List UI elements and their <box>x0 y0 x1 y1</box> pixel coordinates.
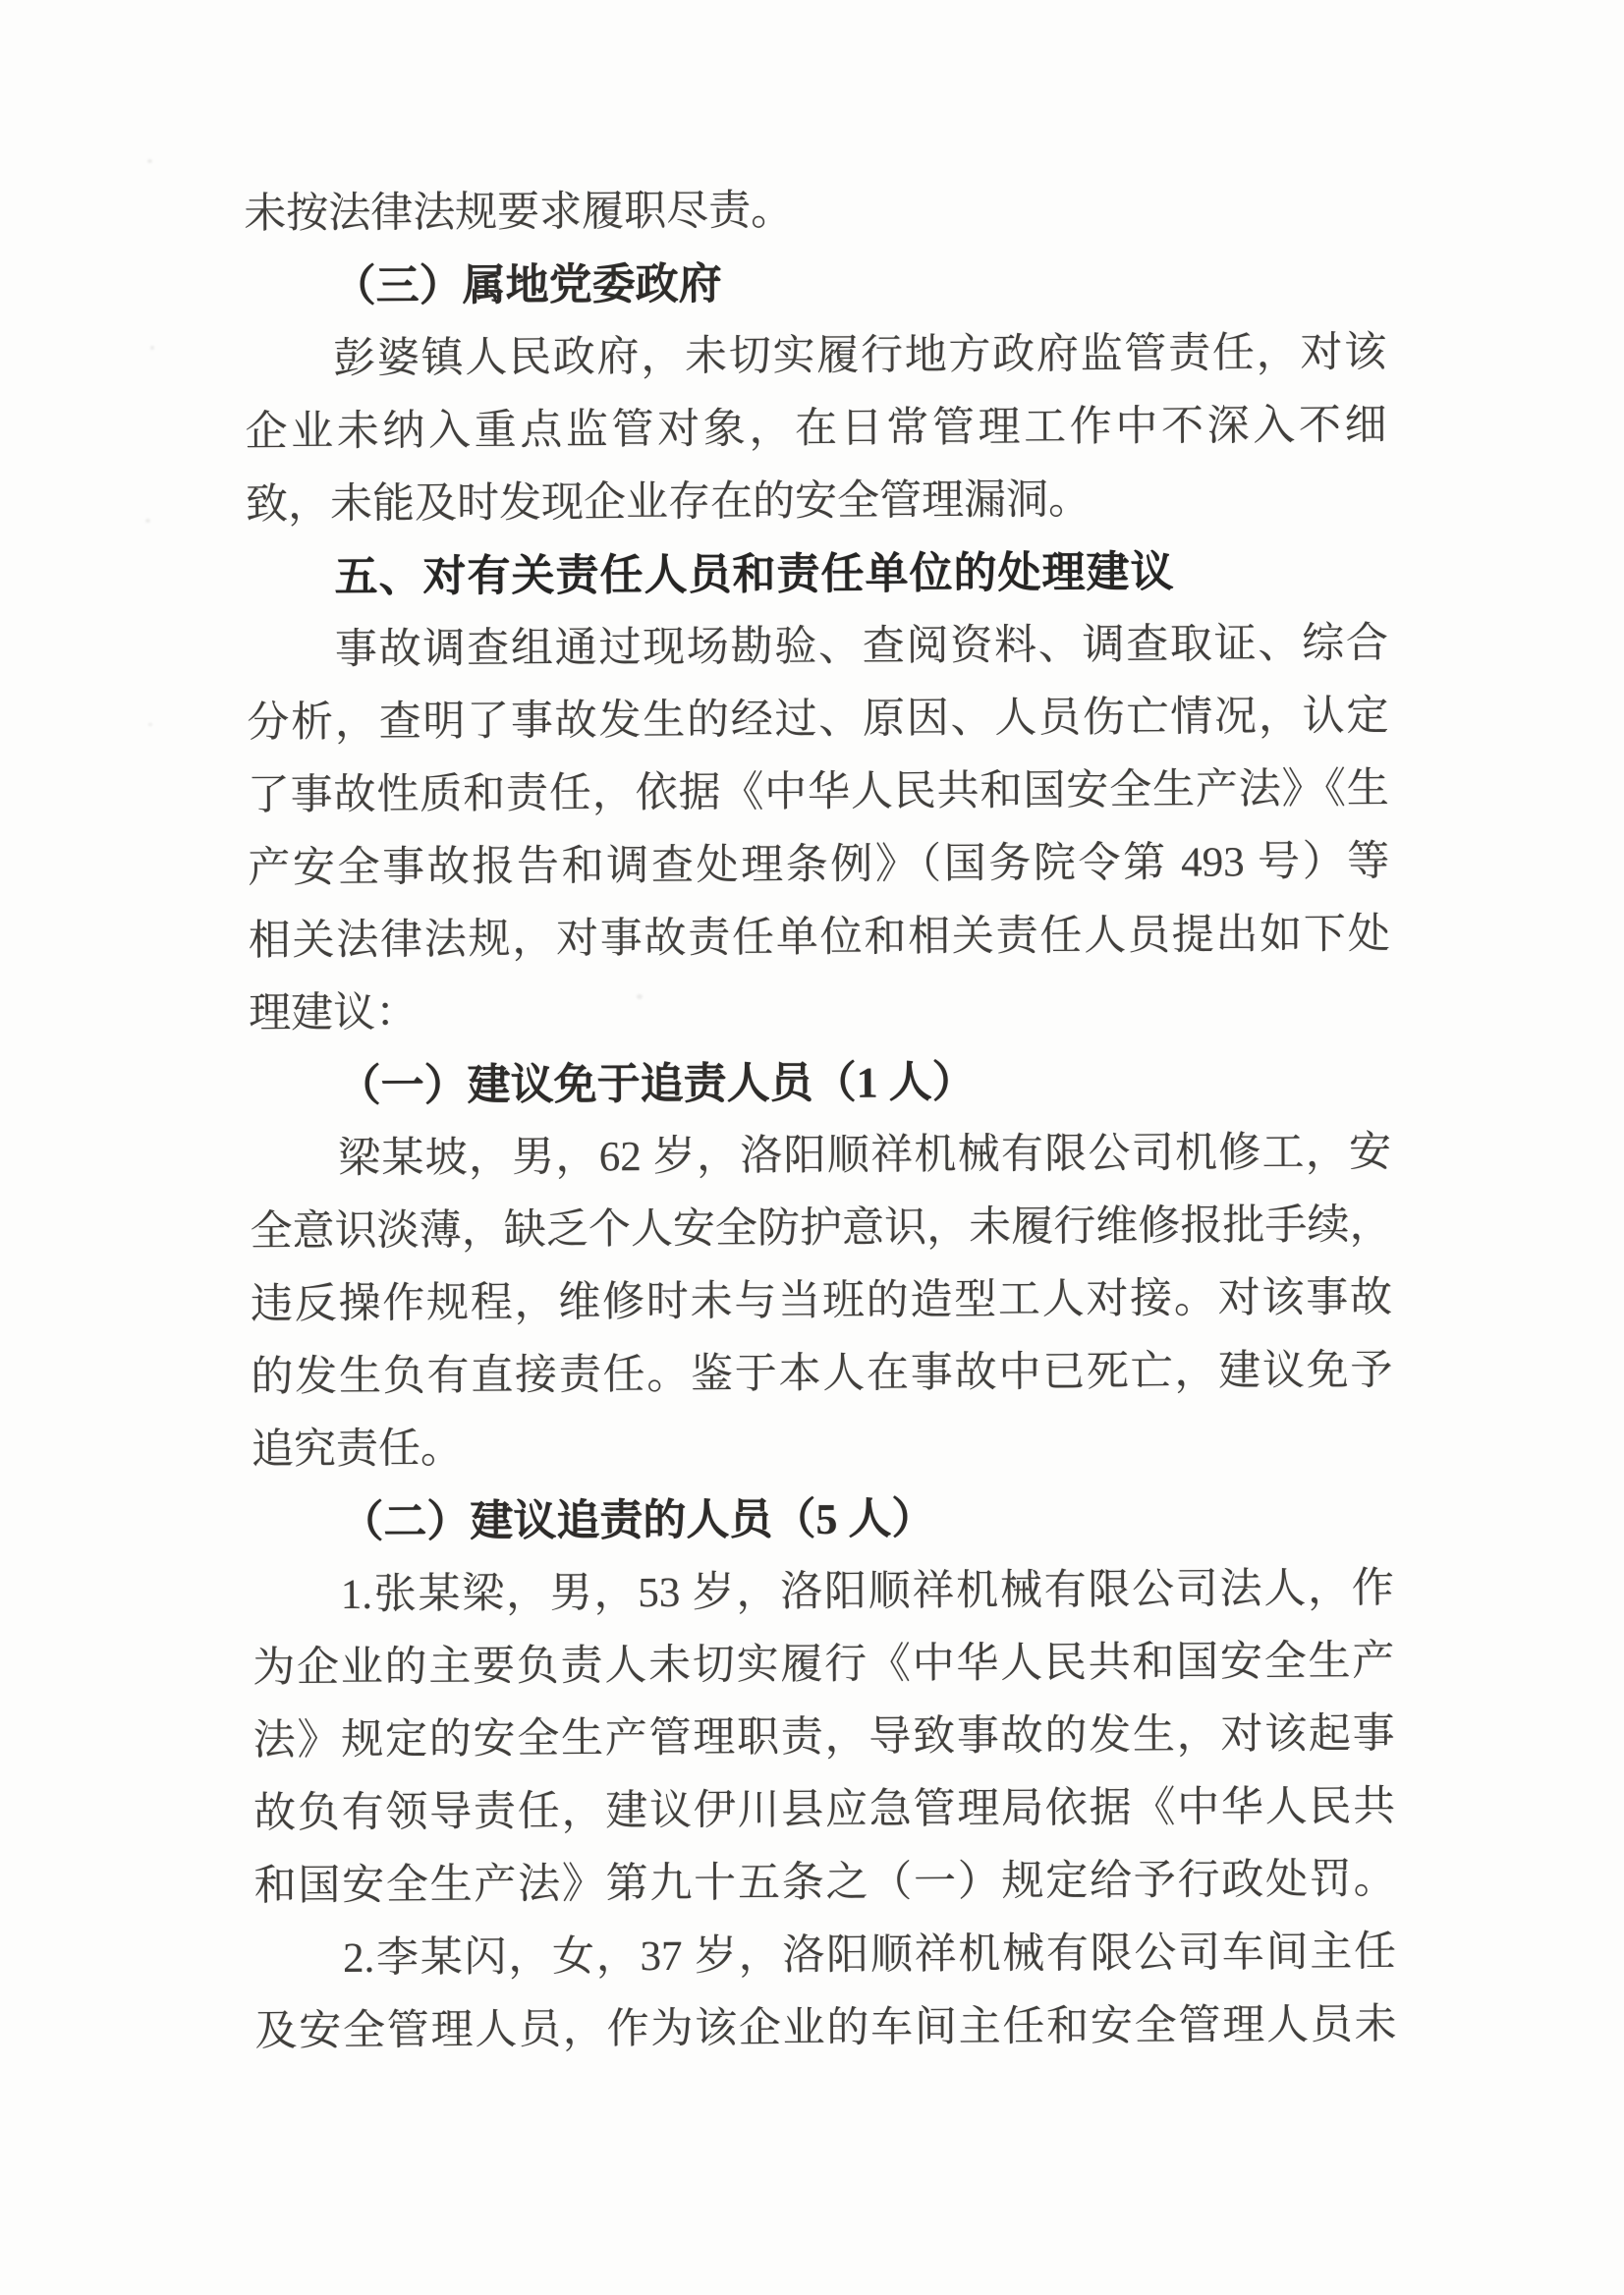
text-line: 全意识淡薄，缺乏个人安全防护意识，未履行维修报批手续， <box>250 1202 1392 1256</box>
text-line: 故负有领导责任，建议伊川县应急管理局依据《中华人民共 <box>253 1783 1396 1837</box>
text-line: 为企业的主要负责人未切实履行《中华人民共和国安全生产 <box>252 1638 1395 1692</box>
scan-speckle <box>147 159 152 163</box>
text-line: 了事故性质和责任，依据《中华人民共和国安全生产法》《生 <box>247 765 1389 819</box>
text-line: 未按法律法规要求履职尽责。 <box>244 188 794 238</box>
subsection-heading-line: （三）属地党委政府 <box>332 259 722 310</box>
text-line: 和国安全生产法》第九十五条之（一）规定给予行政处罚。 <box>253 1856 1396 1910</box>
text-line: 企业未纳入重点监管对象，在日常管理工作中不深入不细 <box>245 402 1387 456</box>
text-line: 违反操作规程，维修时未与当班的造型工人对接。对该事故 <box>250 1274 1393 1328</box>
document-text-block <box>244 171 1397 2068</box>
scan-speckle <box>150 346 154 350</box>
text-line: 1.张某梁，男，53 岁，洛阳顺祥机械有限公司法人，作 <box>340 1565 1394 1618</box>
text-line: 法》规定的安全生产管理职责，导致事故的发生，对该起事 <box>252 1710 1395 1764</box>
text-line: 产安全事故报告和调查处理条例》（国务院令第 493 号）等 <box>248 838 1390 892</box>
text-line: 及安全管理人员，作为该企业的车间主任和安全管理人员未 <box>254 2001 1397 2055</box>
text-line: 理建议： <box>249 989 419 1037</box>
subsection-heading-line: （二）建议追责的人员（5 人） <box>340 1494 935 1546</box>
scan-speckle <box>148 723 152 726</box>
text-line: 的发生负有直接责任。鉴于本人在事故中已死亡，建议免予 <box>251 1347 1393 1401</box>
text-line: 分析，查明了事故发生的经过、原因、人员伤亡情况，认定 <box>247 693 1389 747</box>
text-line: 2.李某闪，女，37 岁，洛阳顺祥机械有限公司车间主任 <box>342 1929 1397 1982</box>
text-line: 梁某坡，男，62 岁，洛阳顺祥机械有限公司机修工，安 <box>337 1129 1392 1182</box>
scan-speckle <box>145 519 150 523</box>
section-heading-line: 五、对有关责任人员和责任单位的处理建议 <box>334 547 1175 601</box>
text-line: 彭婆镇人民政府，未切实履行地方政府监管责任，对该 <box>332 329 1387 382</box>
text-line: 相关法律法规，对事故责任单位和相关责任人员提出如下处 <box>248 911 1390 965</box>
text-line: 追究责任。 <box>251 1426 464 1474</box>
text-line: 致，未能及时发现企业存在的安全管理漏洞。 <box>245 476 1092 529</box>
scan-speckle <box>637 994 643 999</box>
text-line: 事故调查组通过现场勘验、查阅资料、调查取证、综合 <box>334 620 1389 673</box>
subsection-heading-line: （一）建议免于追责人员（1 人） <box>337 1058 976 1110</box>
